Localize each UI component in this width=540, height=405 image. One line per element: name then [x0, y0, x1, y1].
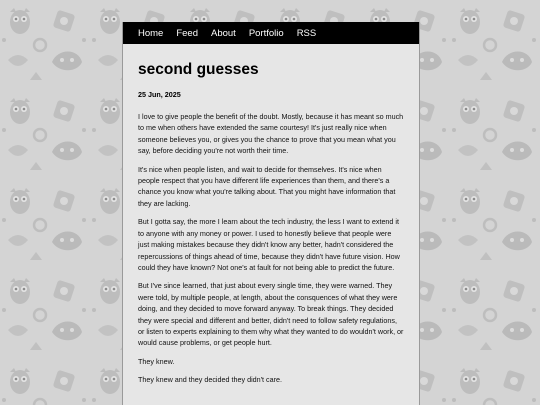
- post-paragraph: They knew and they decided they didn't care.: [138, 375, 283, 385]
- post-paragraph: It's nice when people listen, and wait to decide for themselves. It's nice when people respect that you have different life experiences than them, and there's a chance you know what you're talking about. That you might have information that they are lacking.: [138, 164, 396, 208]
- nav-home-link[interactable]: Home: [138, 27, 164, 39]
- post-paragraph: But I gotta say, the more I learn about the tech industry, the less I want to extend it to anyone with any money or power. I used to honestly believe that people were just making mistakes because they didn't know any better, hadn't considered the repercussions of things ahead of time, because they didn't have future vision. How could they have known? Not one's at fault for not being able to predict the future.: [138, 217, 400, 272]
- top-nav: [123, 22, 419, 44]
- nav-rss-link[interactable]: RSS: [296, 27, 317, 39]
- post-paragraph: I love to give people the benefit of the doubt. Mostly, because it has meant so much to me when others have extended the same courtesy! It's just really nice when someone believes you, or gives you the chance to prove that you mean what you say, before deciding you're not worth their time.: [138, 112, 404, 156]
- nav-feed-link[interactable]: Feed: [176, 27, 198, 39]
- nav-portfolio-link[interactable]: Portfolio: [248, 27, 284, 39]
- post-paragraph: They knew.: [138, 356, 175, 366]
- post-paragraph: But I've since learned, that just about every single time, they were warned. They were told, by multiple people, at length, about the consquences of what they were doing, and they decided to move forward anyway. To break things. They decided they were special and different and better, didn't need to follow safety regulations, or listen to experts explaining to them why what they wanted to do wouldn't work, or would cause problems, or get people hurt.: [138, 281, 404, 348]
- post-title: second guesses: [138, 61, 259, 78]
- post-date: 25 Jun, 2025: [138, 90, 181, 100]
- nav-about-link[interactable]: About: [211, 27, 236, 39]
- post-article: [123, 44, 419, 386]
- page-container: [122, 22, 420, 405]
